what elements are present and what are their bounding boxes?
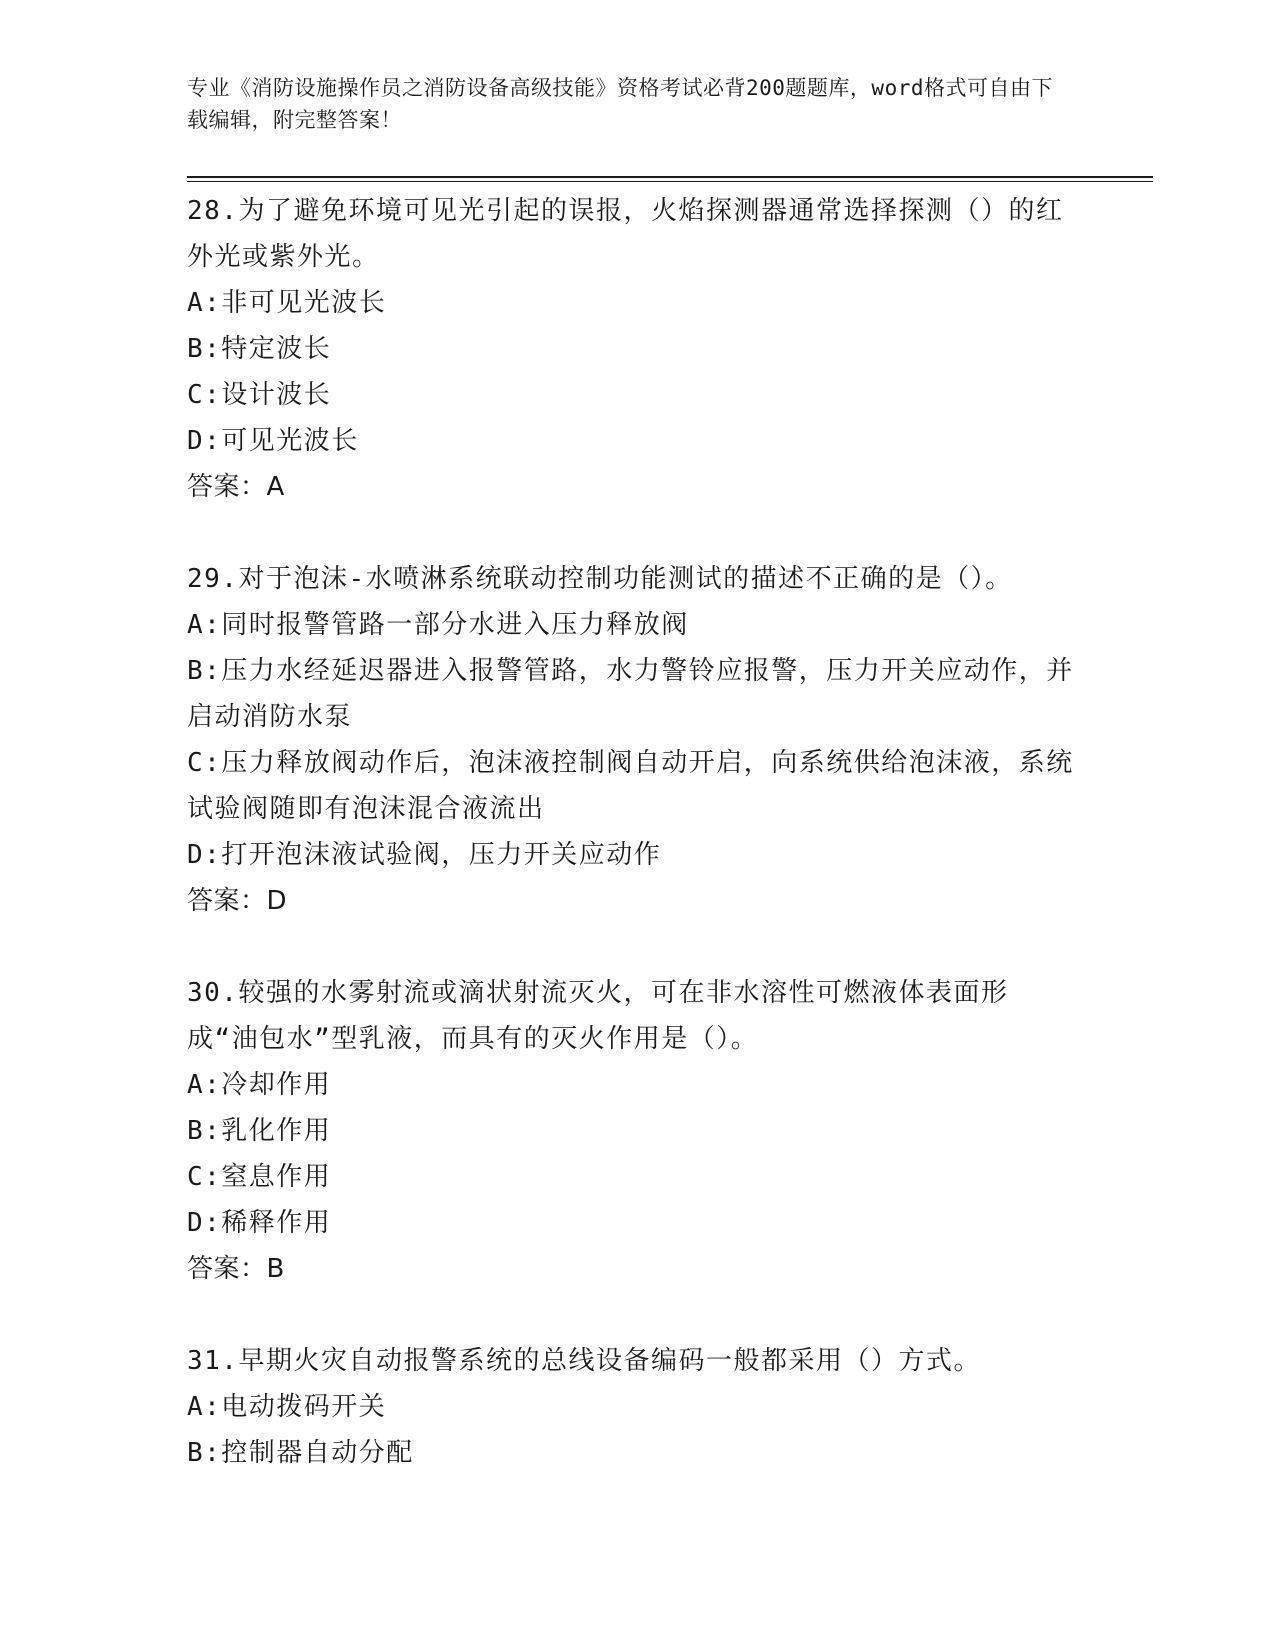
question-28 [187, 188, 1077, 510]
option-a: A:电动拨码开关 [187, 1392, 387, 1422]
document-header: 专业《消防设施操作员之消防设备高级技能》资格考试必背200题题库，word格式可自由下载编辑，附完整答案！ [187, 76, 1053, 132]
option-b: B:控制器自动分配 [187, 1438, 414, 1468]
question-stem: 29.对于泡沫-水喷淋系统联动控制功能测试的描述不正确的是（）。 [187, 564, 1013, 594]
question-31 [187, 1338, 1077, 1476]
option-b: B:压力水经延迟器进入报警管路，水力警铃应报警，压力开关应动作，并启动消防水泵 [187, 656, 1074, 732]
option-a: A:非可见光波长 [187, 288, 387, 318]
option-d: D:打开泡沫液试验阀，压力开关应动作 [187, 840, 662, 870]
option-a: A:冷却作用 [187, 1070, 332, 1100]
option-d: D:稀释作用 [187, 1208, 332, 1238]
option-c: C:压力释放阀动作后，泡沫液控制阀自动开启，向系统供给泡沫液，系统试验阀随即有泡沫混合液流出 [187, 748, 1074, 824]
header-divider-thin [187, 181, 1153, 182]
answer-label: 答案：D [187, 886, 288, 916]
question-stem: 30.较强的水雾射流或滴状射流灭火，可在非水溶性可燃液体表面形成“油包水”型乳液，而具有的灭火作用是（）。 [187, 978, 1009, 1054]
question-29 [187, 556, 1077, 924]
question-list [187, 188, 1077, 1522]
answer-label: 答案：A [187, 472, 285, 502]
answer-label: 答案：B [187, 1254, 285, 1284]
question-30 [187, 970, 1077, 1292]
question-stem: 31.早期火灾自动报警系统的总线设备编码一般都采用（）方式。 [187, 1346, 981, 1376]
option-b: B:特定波长 [187, 334, 332, 364]
option-b: B:乳化作用 [187, 1116, 332, 1146]
option-d: D:可见光波长 [187, 426, 359, 456]
header-divider [187, 176, 1153, 178]
option-c: C:窒息作用 [187, 1162, 332, 1192]
option-a: A:同时报警管路一部分水进入压力释放阀 [187, 610, 689, 640]
option-c: C:设计波长 [187, 380, 332, 410]
question-stem: 28.为了避免环境可见光引起的误报，火焰探测器通常选择探测（）的红外光或紫外光。 [187, 196, 1064, 272]
